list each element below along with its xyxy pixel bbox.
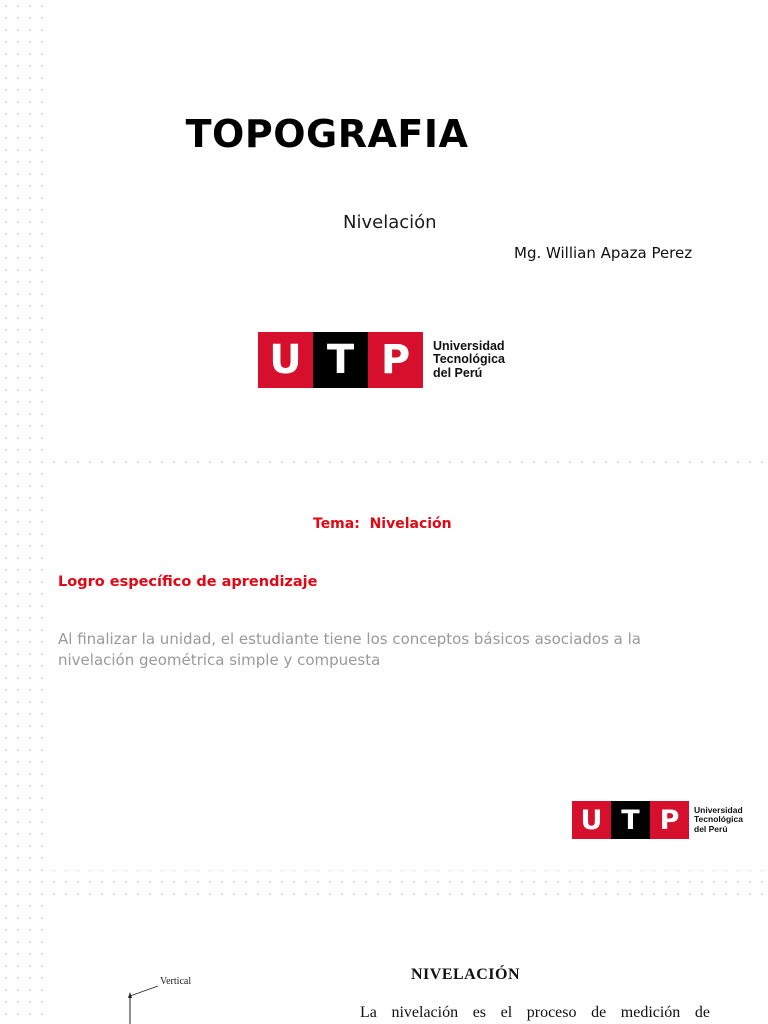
logo-text-line: Tecnológica	[433, 352, 506, 367]
logo-letter-u: U	[258, 332, 313, 388]
logo-letter-t: T	[313, 332, 368, 388]
logo-text-line: Universidad	[694, 804, 743, 815]
author-name: Mg. Willian Apaza Perez	[514, 244, 693, 262]
page-subtitle: Nivelación	[343, 212, 437, 233]
section-text: La nivelación es el proceso de medición de	[360, 1004, 710, 1021]
section-heading: NIVELACIÓN	[411, 966, 521, 983]
logo-letter-p: P	[368, 332, 423, 388]
learning-goal-text: Al finalizar la unidad, el estudiante tiene los conceptos básicos asociados a la nivelación geométrica simple y compuesta	[58, 630, 641, 669]
utp-logo	[258, 332, 505, 388]
page-title: TOPOGRAFIA	[185, 112, 469, 156]
logo-text-line: del Perú	[433, 365, 483, 380]
utp-logo-small	[572, 801, 743, 839]
diagram-vertical-label: Vertical	[160, 976, 192, 987]
topic-heading: Tema: Nivelación	[313, 516, 452, 532]
logo-university-name	[433, 340, 505, 381]
utp-logo-blocks	[258, 332, 423, 388]
utp-logo-blocks	[572, 801, 689, 839]
logo-letter-u: U	[572, 801, 611, 839]
logo-text-line: del Perú	[694, 823, 728, 834]
vertical-line-diagram	[120, 982, 210, 1024]
logo-university-name	[694, 806, 743, 835]
logo-letter-t: T	[611, 801, 650, 839]
logo-text-line: Universidad	[433, 338, 505, 353]
learning-goal-title: Logro específico de aprendizaje	[58, 574, 318, 590]
logo-letter-p: P	[650, 801, 689, 839]
logo-text-line: Tecnológica	[694, 814, 743, 825]
